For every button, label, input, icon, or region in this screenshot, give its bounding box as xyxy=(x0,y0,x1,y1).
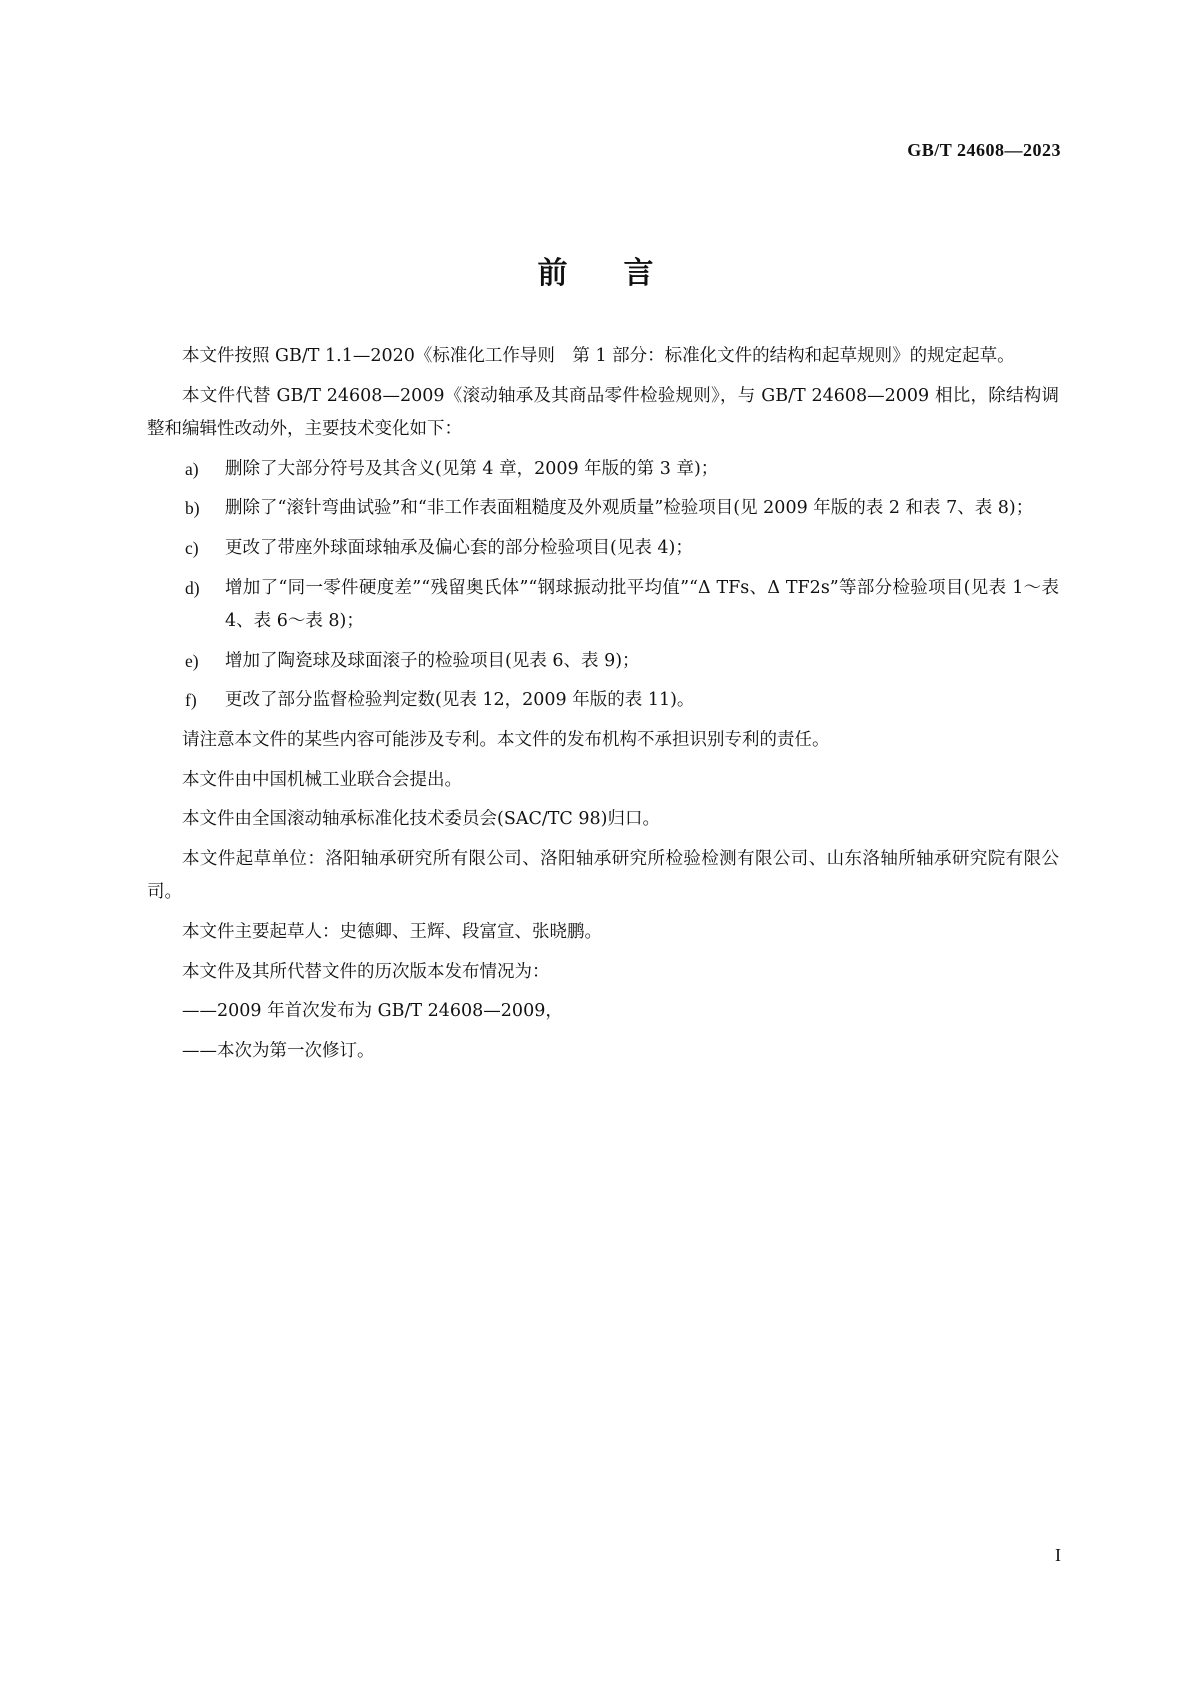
foreword-body xyxy=(147,340,1059,1074)
change-item xyxy=(147,492,1059,526)
change-text: 增加了“同一零件硬度差”“残留奥氏体”“钢球振动批平均值”“Δ TFs、Δ TF2s”等部分检验项目(见表 1～表 4、表 6～表 8)； xyxy=(225,577,1059,632)
change-marker: d) xyxy=(185,577,200,598)
change-item xyxy=(147,453,1059,487)
change-text: 删除了“滚针弯曲试验”和“非工作表面粗糙度及外观质量”检验项目(见 2009 年版的表 2 和表 7、表 8)； xyxy=(225,498,1034,519)
change-item xyxy=(147,572,1059,639)
history-item: ——本次为第一次修订。 xyxy=(182,1040,375,1061)
intro-paragraph: 本文件按照 GB/T 1.1—2020《标准化工作导则 第 1 部分：标准化文件的结构和起草规则》的规定起草。 xyxy=(182,346,1015,366)
proposer-paragraph: 本文件由中国机械工业联合会提出。 xyxy=(182,769,462,790)
document-code: GB/T 24608—2023 xyxy=(907,140,1061,160)
change-text: 更改了带座外球面球轴承及偏心套的部分检验项目(见表 4)； xyxy=(225,537,693,558)
change-marker: b) xyxy=(185,498,200,519)
drafting-units-paragraph: 本文件起草单位：洛阳轴承研究所有限公司、洛阳轴承研究所检验检测有限公司、山东洛轴所轴承研究院有限公司。 xyxy=(147,848,1059,903)
change-text: 更改了部分监督检验判定数(见表 12，2009 年版的表 11)。 xyxy=(225,690,695,711)
page-number: I xyxy=(1055,1545,1061,1565)
drafters-paragraph: 本文件主要起草人：史德卿、王辉、段富宣、张晓鹏。 xyxy=(182,921,602,942)
change-text: 删除了大部分符号及其含义(见第 4 章，2009 年版的第 3 章)； xyxy=(225,458,719,479)
page-title: 前言 xyxy=(537,256,710,291)
change-marker: f) xyxy=(185,690,197,711)
change-marker: e) xyxy=(185,650,199,671)
patent-notice: 请注意本文件的某些内容可能涉及专利。本文件的发布机构不承担识别专利的责任。 xyxy=(182,729,830,750)
change-marker: c) xyxy=(185,537,199,558)
committee-paragraph: 本文件由全国滚动轴承标准化技术委员会(SAC/TC 98)归口。 xyxy=(182,809,660,830)
change-marker: a) xyxy=(185,458,199,479)
change-item xyxy=(147,532,1059,566)
intro-paragraph: 本文件代替 GB/T 24608—2009《滚动轴承及其商品零件检验规则》，与 GB/T 24608—2009 相比，除结构调整和编辑性改动外，主要技术变化如下： xyxy=(147,385,1059,440)
change-text: 增加了陶瓷球及球面滚子的检验项目(见表 6、表 9)； xyxy=(225,650,640,671)
change-item xyxy=(147,684,1059,718)
change-item xyxy=(147,645,1059,679)
history-item: ——2009 年首次发布为 GB/T 24608—2009， xyxy=(182,1001,563,1022)
history-intro-paragraph: 本文件及其所代替文件的历次版本发布情况为： xyxy=(182,961,550,982)
